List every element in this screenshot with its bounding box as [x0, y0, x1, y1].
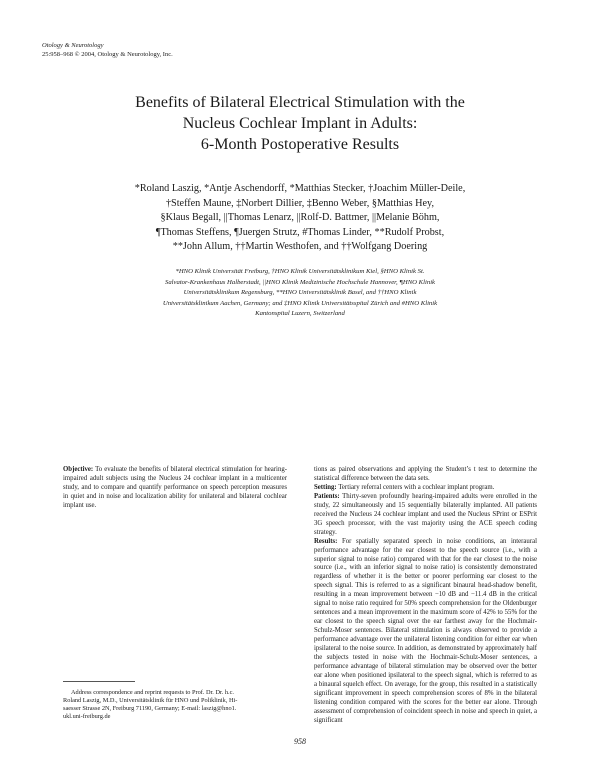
abstract-right-column	[314, 466, 537, 726]
footnote-line: ukl.uni-freiburg.de	[63, 712, 111, 720]
abstract-paragraph	[63, 466, 287, 511]
abstract-left-column	[63, 466, 287, 511]
title-line: Benefits of Bilateral Electrical Stimulation with the	[135, 94, 465, 111]
correspondence-footnote	[63, 689, 285, 721]
paper-title	[40, 92, 560, 155]
abstract-text: Tertiary referral centers with a cochlear implant program.	[336, 483, 495, 491]
affiliation-line: Salvator-Krankenhaus Halberstadt, ||HNO Klinik Medizinische Hochschule Hannover, ¶HNO Klinik	[164, 278, 436, 286]
author-list	[40, 182, 560, 255]
abstract-label: Patients:	[314, 492, 340, 500]
abstract-paragraph	[314, 493, 537, 538]
affiliation-line: *HNO Klinik Universität Freiburg, †HNO Klinik Universitätsklinikum Kiel, §HNO Klinik St.	[175, 268, 425, 275]
affiliation-line: Universitätsklinikum Aachen, Germany; and ‡HNO Klinik Universitätsspital Zürich and #HNO Klinik	[162, 299, 438, 307]
footnote-divider	[63, 681, 135, 682]
footnote-line: saesser Strasse 2N, Freiburg 71190, Germany; E-mail: laszig@hno1.	[63, 704, 237, 712]
abstract-label: Objective:	[63, 466, 94, 473]
author-line: †Steffen Maune, ‡Norbert Dillier, ‡Benno Weber, §Matthias Hey,	[165, 197, 435, 209]
abstract-text: tions as paired observations and applying the Student’s t test to determine the statistical difference between the data sets.	[314, 466, 537, 482]
title-line: 6-Month Postoperative Results	[200, 136, 400, 153]
abstract-label: Setting:	[314, 483, 337, 491]
abstract-text: For spatially separated speech in noise conditions, an interaural performance advantage for the ear closest to the speech source (i.e., with a superior signal to noise ratio) compared with that for the ear closest to the noise source (i.e., with an inferior signal to noise ratio) is consistently demonstrated regardless of whether it is the better or poorer performing ear closest to the speech signal. This is referred to as a significant binaural head-shadow benefit, resulting in a mean improvement between −10 dB and −11.4 dB in the critical signal to noise ratio required for 50% speech comprehension for the Oldenburger sentences and a mean improvement in the maximum score of 42% to 55% for the ear closest to the speech signal over the ear farthest away for the Hochmair-Schulz-Moser sentences. Bilateral stimulation is always observed to provide a performance advantage over the unilateral listening condition for either ear when ipsilateral to the noise source. In addition, as demonstrated by approximately half the subjects tested in noise with the Hochmair-Schulz-Moser sentences, a performance advantage of bilateral stimulation may be observed over the better ear alone when positioned ipsilateral to the speech signal, which is referred to as a binaural squelch effect. On average, for the group, this resulted in a statistically significant improvement in speech comprehension scores of 8% in the bilateral listening condition compared with the scores for the better ear alone. Through assessment of comprehension of coincident speech in noise and speech in quiet, a significant	[314, 537, 537, 724]
abstract-paragraph	[314, 484, 537, 493]
abstract-paragraph	[314, 538, 537, 726]
abstract-label: Results:	[314, 537, 338, 545]
journal-citation: 25:958–968 © 2004, Otology & Neurotology, Inc.	[42, 50, 173, 58]
affiliation-line: Kantonspital Luzern, Switzerland	[255, 310, 345, 318]
abstract-text: Thirty-seven profoundly hearing-impaired adults were enrolled in the study, 22 simultaneously and 15 sequentially bilaterally implanted. All patients received the Nucleus 24 cochlear implant and used the Nucleus SPrint or ESPrit 3G speech processor, with the vast majority using the ACE speech coding strategy.	[314, 492, 537, 536]
author-line: **John Allum, ††Martin Westhofen, and ††Wolfgang Doering	[172, 241, 428, 253]
footnote-line: Roland Laszig, M.D., Universitätsklinik für HNO und Poliklinik, Hi-	[63, 696, 238, 704]
author-line: §Klaus Begall, ||Thomas Lenarz, ||Rolf-D. Battmer, ||Melanie Böhm,	[160, 212, 440, 224]
page-number: 958	[294, 737, 306, 746]
journal-header	[42, 42, 173, 59]
abstract-text: To evaluate the benefits of bilateral electrical stimulation for hearing-impaired adult subjects using the Nucleus 24 cochlear implant in a multicenter study, and to compare and quantify performance on speech perception measures in quiet and in noise and localization ability for unilateral and bilateral cochlear implant use.	[63, 466, 287, 509]
journal-name: Otology & Neurotology	[42, 42, 104, 49]
affiliations	[60, 267, 540, 320]
title-line: Nucleus Cochlear Implant in Adults:	[182, 115, 418, 132]
affiliation-line: Universitätsklinikum Regensburg, **HNO Universitätsklinik Basel, and ††HNO Klinik	[183, 289, 417, 297]
abstract-paragraph	[314, 466, 537, 484]
author-line: ¶Thomas Steffens, ¶Juergen Strutz, #Thomas Linder, **Rudolf Probst,	[155, 226, 445, 238]
footnote-line: Address correspondence and reprint requests to Prof. Dr. Dr. h.c.	[71, 689, 234, 696]
author-line: *Roland Laszig, *Antje Aschendorff, *Matthias Stecker, †Joachim Müller-Deile,	[134, 183, 466, 194]
